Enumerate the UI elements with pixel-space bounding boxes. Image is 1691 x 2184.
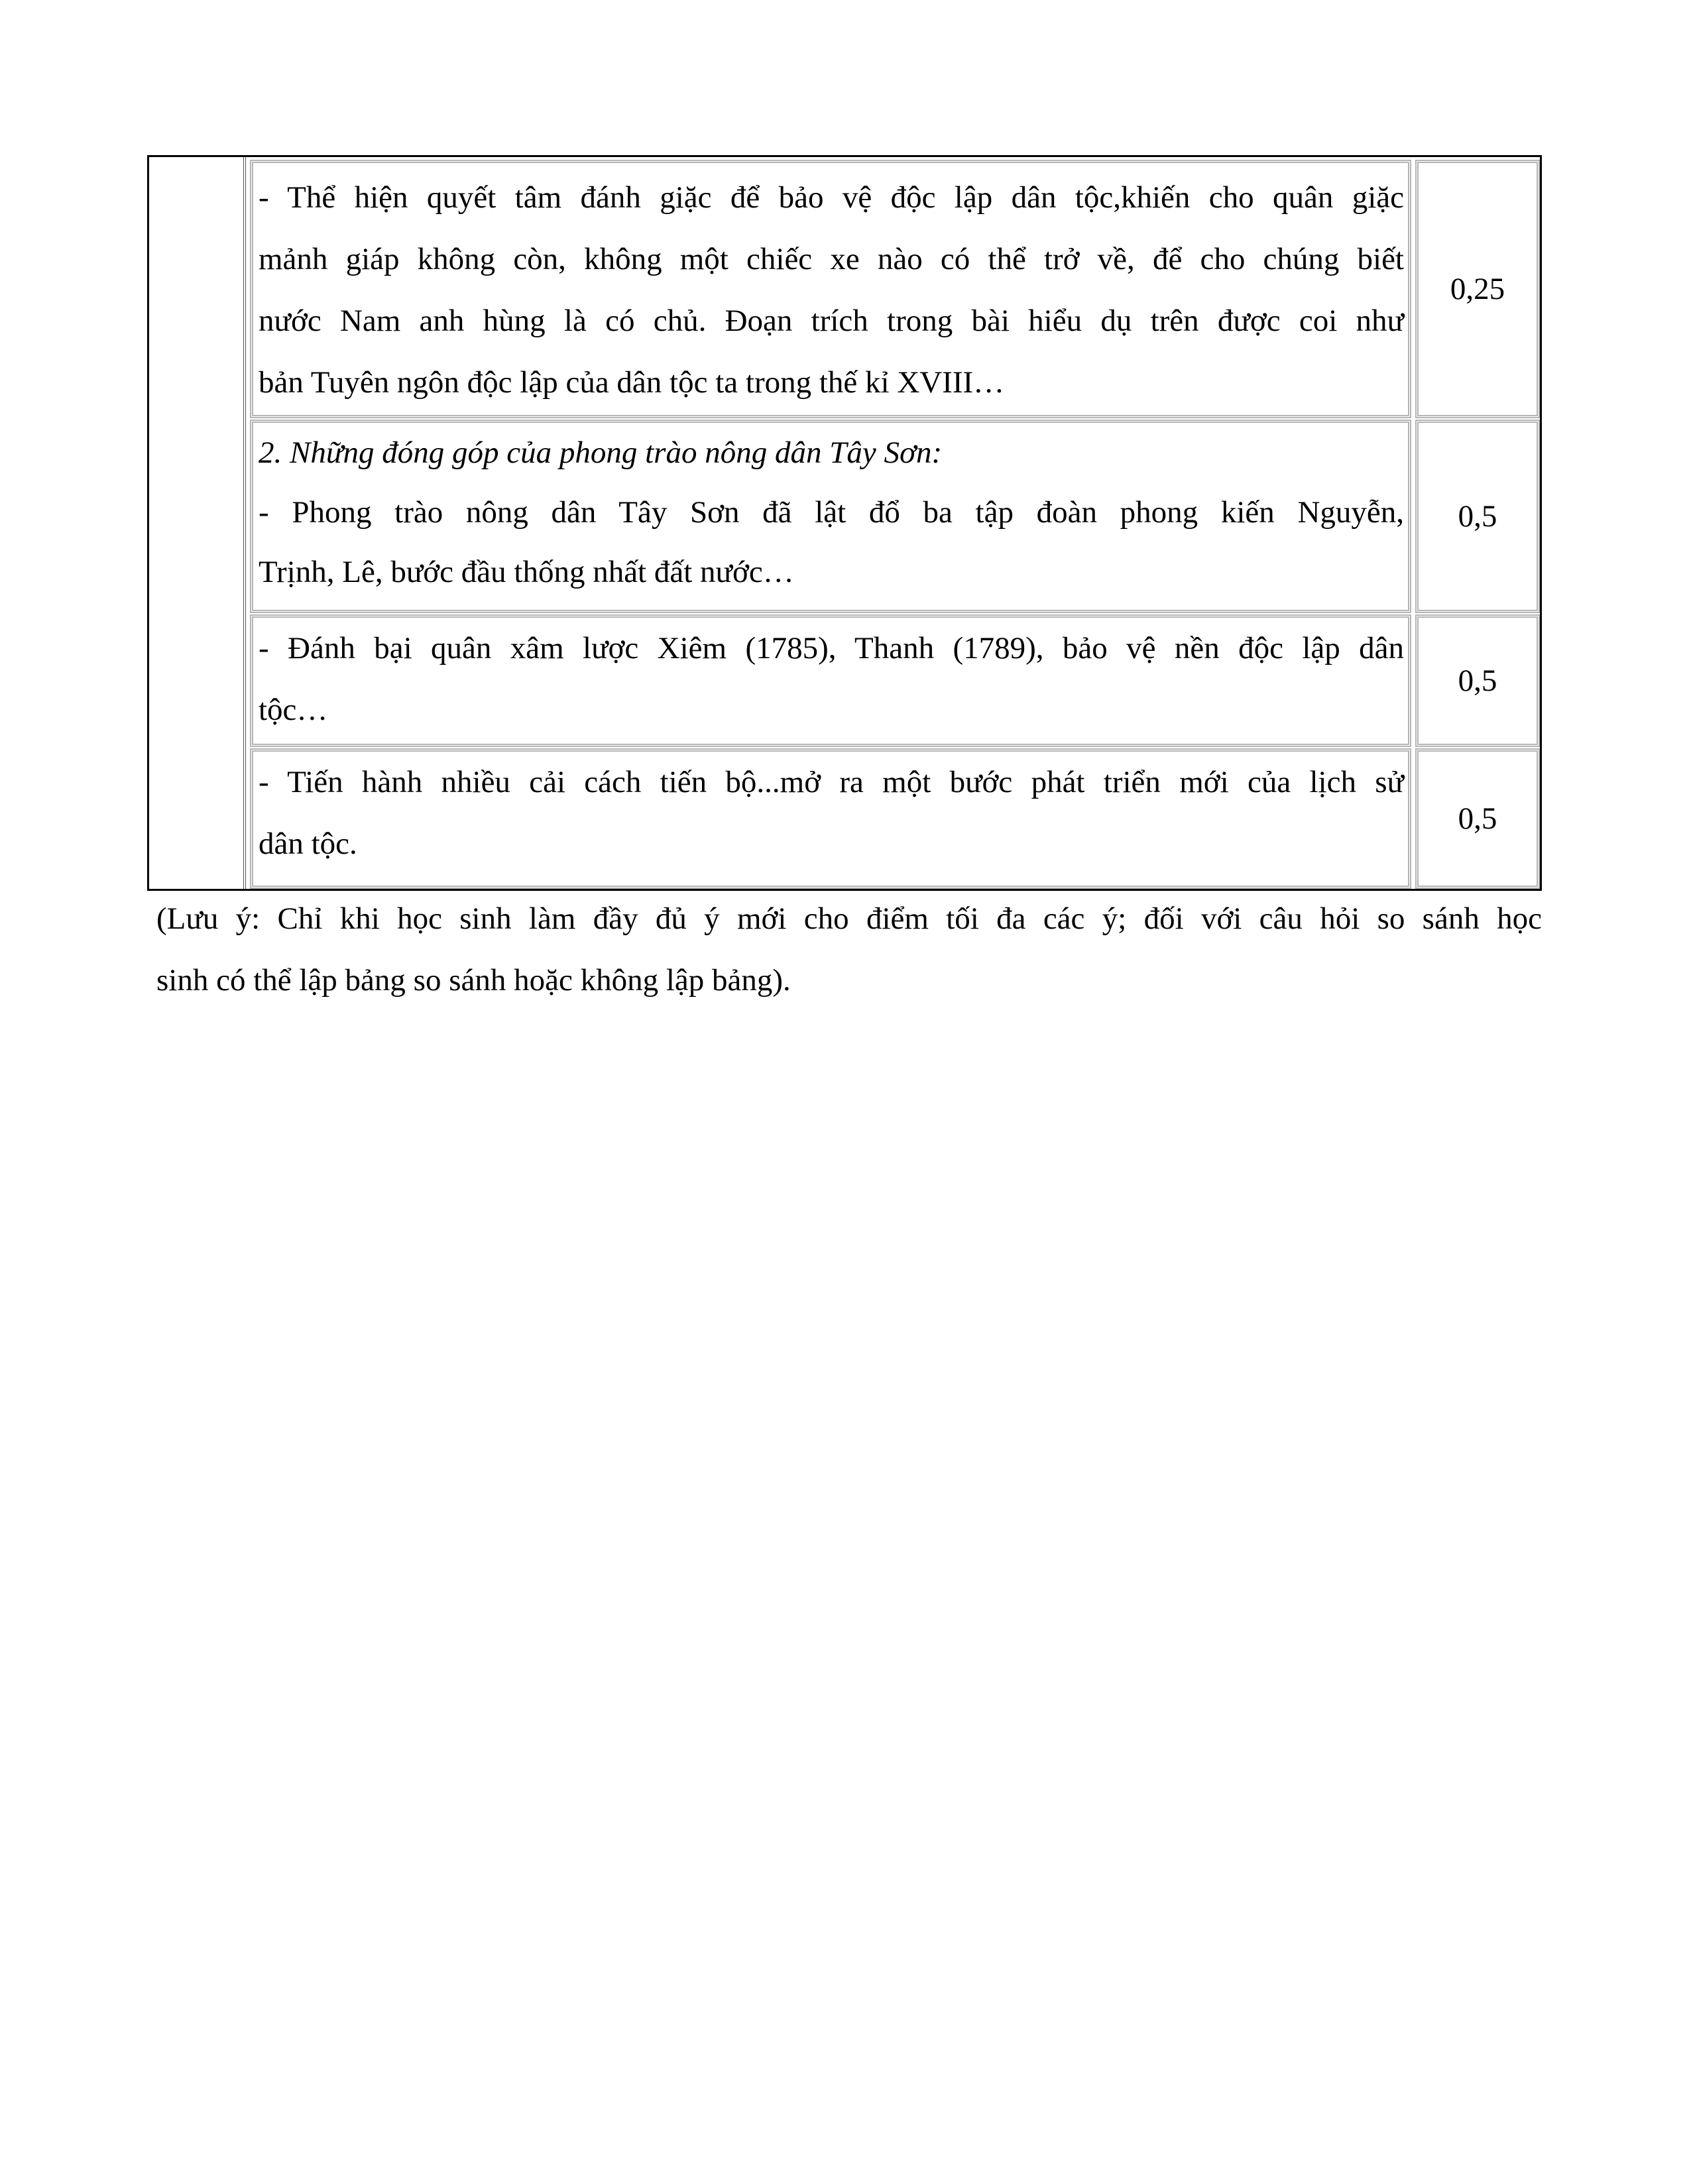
answer-line: - Phong trào nông dân Tây Sơn đã lật đổ ba tập đoàn phong kiến Nguyễn,	[259, 495, 1404, 530]
answer-cell	[250, 748, 1411, 889]
answer-line: dân tộc.	[259, 827, 357, 861]
answer-line: tộc…	[259, 693, 328, 727]
answer-line: Trịnh, Lê, bước đầu thống nhất đất nước…	[259, 555, 794, 589]
table-row	[250, 420, 1540, 613]
note-line: (Lưu ý: Chỉ khi học sinh làm đầy đủ ý mới cho điểm tối đa các ý; đối với câu hỏi so sánh học	[156, 901, 1542, 936]
score-cell	[1415, 420, 1540, 613]
score-cell	[1415, 160, 1540, 418]
score-value: 0,5	[1458, 663, 1497, 698]
table-row	[250, 614, 1540, 747]
answer-line: bản Tuyên ngôn độc lập của dân tộc ta trong thế kỉ XVIII…	[259, 365, 1005, 400]
answer-line: nước Nam anh hùng là có chủ. Đoạn trích trong bài hiểu dụ trên được coi như	[259, 304, 1404, 338]
section-heading: 2. Những đóng góp của phong trào nông dân Tây Sơn:	[259, 435, 943, 470]
answer-line: mảnh giáp không còn, không một chiếc xe nào có thể trở về, để cho chúng biết	[259, 242, 1404, 276]
score-value: 0,25	[1450, 272, 1505, 306]
answer-line: - Tiến hành nhiều cải cách tiến bộ...mở ra một bước phát triển mới của lịch sử	[259, 765, 1404, 799]
grading-note	[156, 888, 1542, 1011]
score-value: 0,5	[1458, 499, 1497, 534]
answer-line: - Thể hiện quyết tâm đánh giặc để bảo vệ độc lập dân tộc,khiến cho quân giặc	[259, 180, 1404, 215]
answer-cell	[250, 160, 1411, 418]
question-number-column	[149, 157, 246, 889]
score-cell	[1415, 748, 1540, 889]
score-value: 0,5	[1458, 801, 1497, 836]
answer-line: - Đánh bại quân xâm lược Xiêm (1785), Thanh (1789), bảo vệ nền độc lập dân	[259, 631, 1404, 665]
answer-cell	[250, 614, 1411, 747]
grading-table	[147, 155, 1542, 891]
table-row	[250, 160, 1540, 418]
score-cell	[1415, 614, 1540, 747]
table-row	[250, 748, 1540, 889]
note-line: sinh có thể lập bảng so sánh hoặc không lập bảng).	[156, 963, 791, 998]
answer-cell	[250, 420, 1411, 613]
